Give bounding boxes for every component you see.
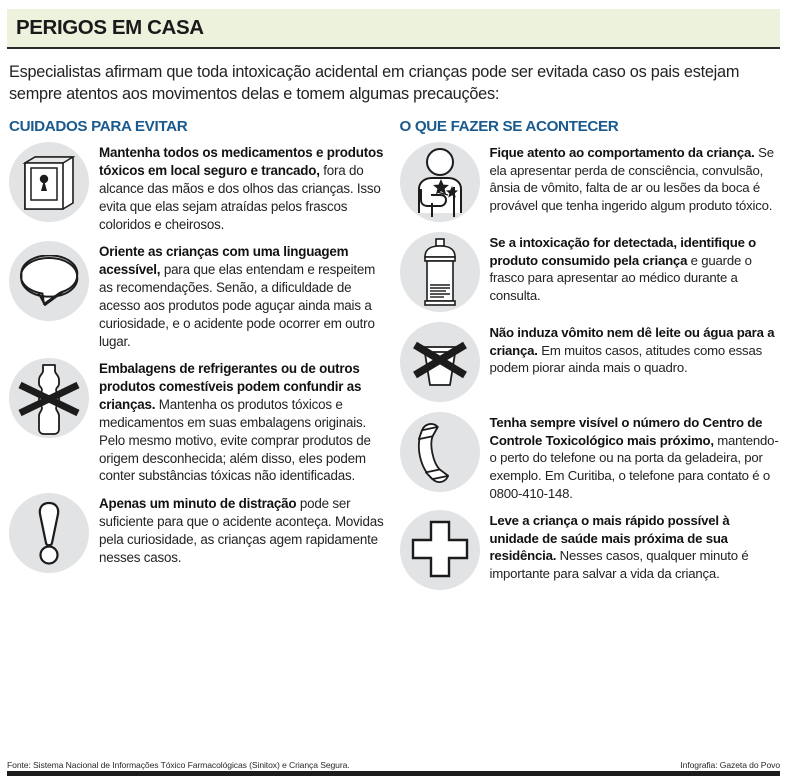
list-item-rest: mantendo-o perto do telefone ou na porta da geladeira, por exemplo. Em Curitiba, o telefone para contato é o 0800-410-148. (489, 432, 779, 501)
list-item (9, 142, 386, 233)
list-item-rest: Se ela apresentar perda de consciência, convulsão, ânsia de vômito, falta de ar ou lesões da boca é provável que tenha ingerido algum produto tóxico. (489, 145, 774, 213)
list-item-rest: e guarde o frasco para apresentar ao médico durante a consulta. (489, 252, 752, 303)
list-item-lead: Oriente as crianças com uma linguagem acessível, (99, 244, 349, 278)
spray-can-icon (400, 232, 480, 312)
title-banner (7, 9, 780, 47)
icon-container (400, 322, 482, 404)
list-item-lead: Mantenha todos os medicamentos e produtos tóxicos em local seguro e trancado, (99, 145, 384, 179)
list-item-text (91, 358, 386, 485)
list-item-lead: Se a intoxicação for detectada, identifique o produto consumido pela criança (489, 235, 757, 268)
list-item (400, 142, 781, 224)
icon-container (9, 493, 91, 575)
list-item (9, 358, 386, 485)
list-item-rest: Nesses casos, qualquer minuto é importante para salvar a vida da criança. (489, 548, 749, 581)
column-heading-right: O QUE FAZER SE ACONTECER (399, 118, 619, 136)
list-item-rest: para que elas entendam e respeitem as recomendações. Senão, a dificuldade de acesso aos produtos pode aguçar ainda mais a curiosidade, e o acidente pode ocorrer em outro lugar. (99, 262, 376, 349)
list-item-text (482, 142, 781, 214)
telephone-icon (400, 412, 480, 492)
glass-crossed-icon (400, 322, 480, 402)
column-heading-left: CUIDADOS PARA EVITAR (9, 118, 188, 136)
list-item (9, 241, 386, 350)
list-item-text (91, 493, 386, 566)
list-item-text (482, 232, 781, 304)
list-item-lead: Tenha sempre visível o número do Centro de Controle Toxicológico mais próximo, (489, 415, 763, 448)
list-item-rest: Em muitos casos, atitudes como essas podem piorar ainda mais o quadro. (489, 342, 762, 376)
columns-container (0, 118, 787, 600)
list-item-lead: Leve a criança o mais rápido possível à unidade de saúde mais próxima de sua residência. (489, 513, 730, 564)
list-item-text (482, 412, 781, 502)
list-item (400, 412, 781, 502)
footer-source: Fonte: Sistema Nacional de Informações Tóxico Farmacológicas (Sinitox) e Criança Segura. (7, 760, 350, 770)
icon-container (9, 358, 91, 440)
list-item-text (91, 142, 386, 233)
intro-paragraph: Especialistas afirmam que toda intoxicação acidental em crianças pode ser evitada caso os pais estejam sempre atentos aos movimentos delas e tomem algumas precauções: (9, 63, 740, 104)
list-item-lead: Não induza vômito nem dê leite ou água para a criança. (489, 325, 775, 358)
icon-container (400, 510, 482, 592)
list-item-lead: Fique atento ao comportamento da criança. (489, 145, 755, 161)
infographic-page (0, 9, 787, 782)
speech-bubble-icon (9, 241, 89, 321)
column-cuidados (7, 118, 394, 600)
list-item-rest: Mantenha os produtos tóxicos e medicamentos em suas embalagens originais. Pelo mesmo motivo, evite comprar produtos de origem desconhecida; além disso, eles podem conter substâncias tóxicas não identificadas. (99, 397, 371, 484)
person-symptoms-icon (400, 142, 480, 222)
icon-container (9, 241, 91, 323)
bottle-crossed-icon (9, 358, 89, 438)
list-item (400, 322, 781, 404)
list-item (400, 232, 781, 314)
list-item-lead: Embalagens de refrigerantes ou de outros produtos comestíveis podem confundir as crianças. (99, 361, 362, 413)
list-item-text (482, 322, 781, 377)
safe-lock-icon (9, 142, 89, 222)
list-item-lead: Apenas um minuto de distração (99, 496, 297, 512)
exclamation-icon (9, 493, 89, 573)
column-o-que-fazer (394, 118, 781, 600)
icon-container (400, 232, 482, 314)
list-item-text (91, 241, 386, 350)
list-item-rest: fora do alcance das mãos e dos olhos das crianças. Isso evita que elas sejam atraídas pelos frascos coloridos e cheirosos. (99, 163, 381, 232)
footer-divider (7, 771, 780, 776)
icon-container (9, 142, 91, 224)
list-item (9, 493, 386, 575)
title-divider (7, 47, 780, 49)
footer-row (7, 760, 780, 771)
page-title: PERIGOS EM CASA (16, 16, 204, 39)
footer-credit: Infografia: Gazeta do Povo (680, 760, 780, 770)
list-item-rest: pode ser suficiente para que o acidente aconteça. Movidas pela curiosidade, as crianças agem rapidamente nesses casos. (99, 496, 384, 565)
list-item-text (482, 510, 781, 582)
icon-container (400, 412, 482, 494)
list-item (400, 510, 781, 592)
icon-container (400, 142, 482, 224)
footer (7, 760, 780, 776)
medical-cross-icon (400, 510, 480, 590)
